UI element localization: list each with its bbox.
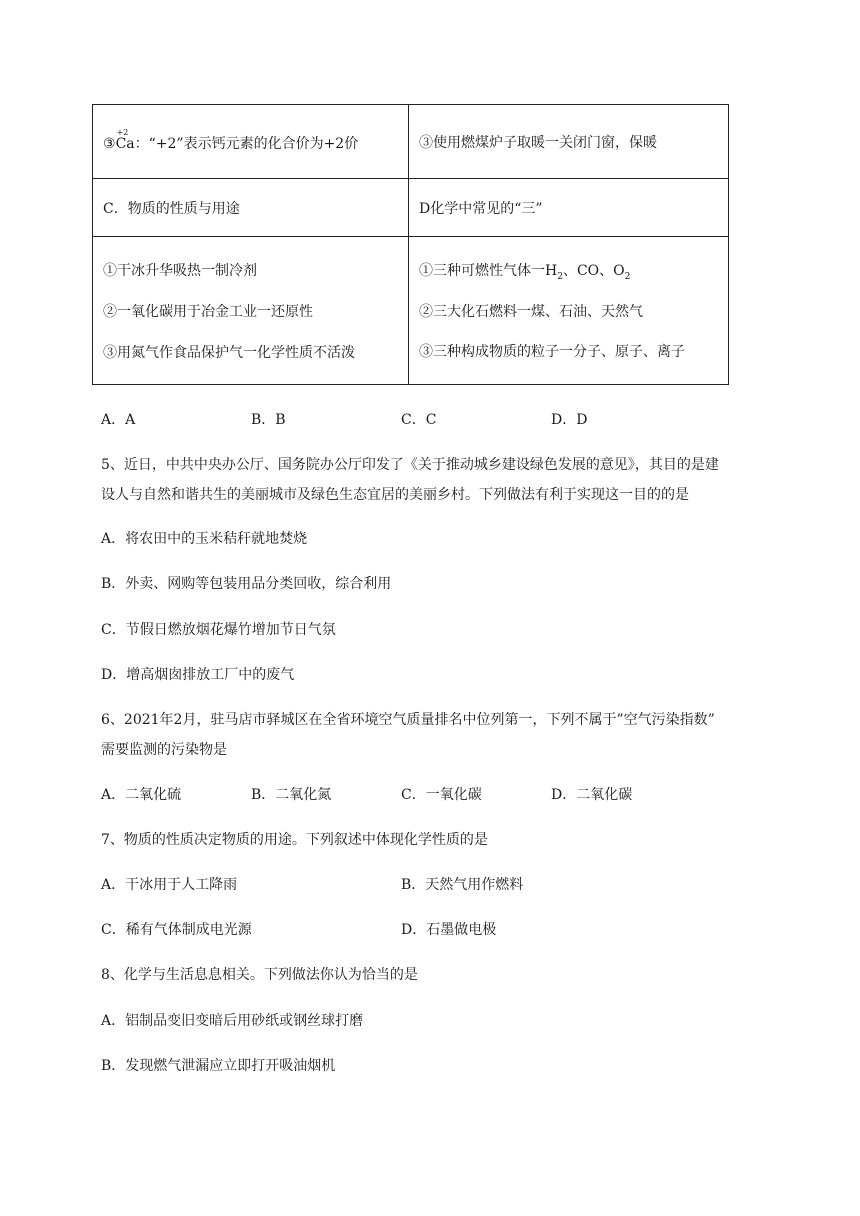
question-5-text-cont: 设人与自然和谐共生的美丽城市及绿色生态宜居的美丽乡村。下列做法有利于实现这一目的的是: [101, 487, 689, 503]
option-d: D．增高烟囱排放工厂中的废气: [101, 667, 295, 683]
option-b: B．外卖、网购等包装用品分类回收，综合利用: [101, 576, 392, 592]
cell-text: [419, 260, 728, 282]
calcium-symbol: [116, 130, 135, 152]
cell-text: ③: [103, 136, 116, 152]
question-5-text: 5、近日，中共中央办公厅、国务院办公厅印发了《关于推动城乡建设绿色发展的意见》，其目的是建: [101, 457, 719, 473]
charge-superscript: +2: [116, 128, 129, 137]
element-symbol: Ca: [115, 136, 135, 152]
option-b: B．发现燃气泄漏应立即打开吸油烟机: [101, 1058, 336, 1074]
option-a: A．A: [101, 412, 136, 428]
subscript: 2: [624, 271, 631, 282]
cell-text: ③三种构成物质的粒子一分子、原子、离子: [419, 344, 685, 361]
table-cell: [93, 179, 409, 237]
table-cell: [409, 105, 729, 179]
option-a: A．铝制品变旧变暗后用砂纸或钢丝球打磨: [101, 1013, 364, 1029]
option-b: B．B: [251, 412, 286, 428]
table-row: [93, 105, 729, 179]
cell-text: D化学中常见的“三”: [419, 200, 543, 217]
question-7-text: 7、物质的性质决定物质的用途。下列叙述中体现化学性质的是: [101, 832, 488, 848]
comparison-table: [92, 104, 729, 385]
table-cell: [93, 237, 409, 385]
option-c: C．节假日燃放烟花爆竹增加节日气氛: [101, 622, 336, 638]
option-d: D．二氧化碳: [551, 787, 633, 803]
cell-text: C．物质的性质与用途: [103, 200, 240, 217]
option-c: C．稀有气体制成电光源: [101, 922, 252, 938]
option-a: A．将农田中的玉米秸秆就地焚烧: [101, 531, 308, 547]
table-cell: [409, 237, 729, 385]
table-cell: [409, 179, 729, 237]
option-c: C．C: [401, 412, 437, 428]
text-part: ①三种可燃性气体一H: [419, 262, 558, 279]
cell-text: ③使用燃煤炉子取暖一关闭门窗，保暖: [419, 134, 657, 151]
table-row: [93, 179, 729, 237]
question-6-text-cont: 需要监测的污染物是: [101, 742, 227, 758]
table-row: [93, 237, 729, 385]
cell-text: ①干冰升华吸热一制冷剂: [103, 262, 257, 279]
cell-text: ②三大化石燃料一煤、石油、天然气: [419, 304, 643, 321]
option-a: A．二氧化硫: [101, 787, 182, 803]
question-6-text: 6、2021年2月，驻马店市驿城区在全省环境空气质量排名中位列第一，下列不属于”空气污染指数”: [101, 712, 715, 728]
text-part: 、CO、O: [562, 262, 625, 279]
cell-text: ②一氧化碳用于冶金工业一还原性: [103, 303, 313, 320]
cell-text: ：“+2”表示钙元素的化合价为+2价: [134, 136, 359, 152]
table-cell: [93, 105, 409, 179]
option-b: B．二氧化氮: [251, 787, 332, 803]
question-8-text: 8、化学与生活息息相关。下列做法你认为恰当的是: [101, 967, 418, 983]
option-b: B．天然气用作燃料: [401, 877, 524, 893]
option-d: D．石墨做电极: [401, 922, 497, 938]
option-d: D．D: [551, 412, 588, 428]
option-a: A．干冰用于人工降雨: [101, 877, 238, 893]
subscript: 2: [557, 271, 563, 282]
option-c: C．一氧化碳: [401, 787, 482, 803]
cell-text: ③用氮气作食品保护气一化学性质不活泼: [103, 344, 355, 361]
